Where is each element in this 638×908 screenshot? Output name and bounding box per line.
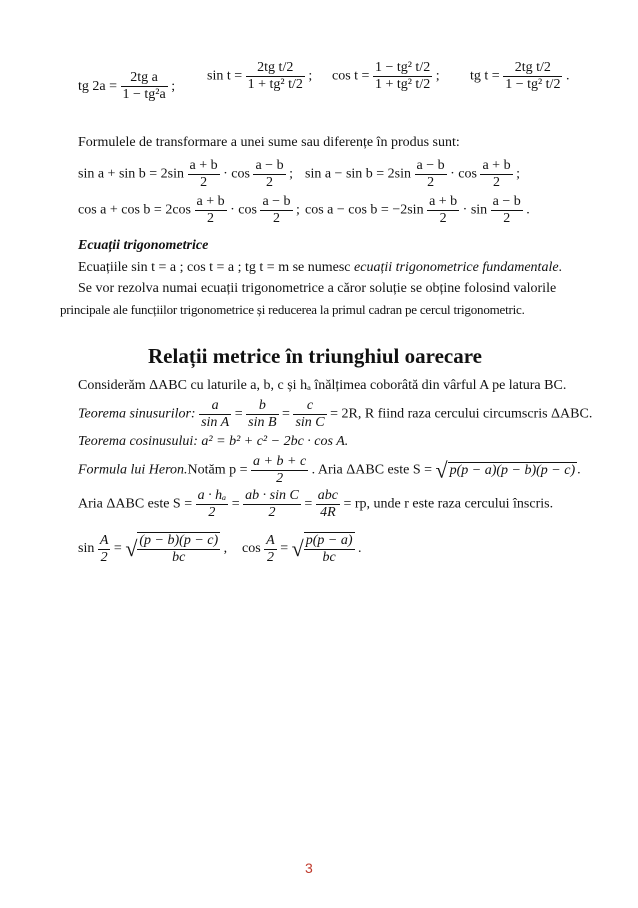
- half-angle-sin: sin $\frac{A}{2}$ = √ $\frac{(p - b)(p - c)}{bc}$ ,: [78, 532, 228, 566]
- formula-tgt: tg t = $\frac{\text{2tg t/2}}{\text{1 − tg² t/2}}$ .: [470, 60, 570, 93]
- area-formula: Aria ΔABC este S = $\frac{\text{a · hₐ}}{2}$ = $\frac{\text{ab · sin C}}{2}$ = $\frac{\text{abc}}{4R}$ = rp, unde r este raza cercului înscris.: [78, 488, 554, 521]
- sum-intro: Formulele de transformare a unei sume sau diferențe în produs sunt:: [78, 135, 460, 150]
- section-title: Relații metrice în triunghiul oarecare: [148, 344, 482, 368]
- half-angle-cos: cos $\frac{A}{2}$ = √ $\frac{p(p - a)}{bc}$ .: [242, 532, 362, 566]
- formula-sin-diff: sin a − sin b = 2sin $\frac{a - b}{2}$ · cos $\frac{a + b}{2}$ ;: [305, 158, 520, 191]
- formula-cos-diff: cos a − cos b = −2sin $\frac{a + b}{2}$ · sin $\frac{a - b}{2}$ .: [305, 194, 530, 227]
- theorem-cosines: Teorema cosinusului: a² = b² + c² − 2bc · cos A.: [78, 434, 349, 449]
- ecuatii-line1: Ecuațiile sin t = a ; cos t = a ; tg t = m se numesc ecuații trigonometrice fundamentale.: [78, 260, 563, 275]
- heron-formula: Formula lui Heron.Notăm p = $\frac{a + b + c}{2}$ . Aria ΔABC este S = √ p(p − a)(p − b)(p − c) .: [78, 454, 581, 487]
- page-number: 3: [305, 860, 313, 876]
- ecuatii-heading: Ecuații trigonometrice: [78, 238, 209, 253]
- formula-tg2a: tg 2a = $\frac{\text{2tg a}}{\text{1 − tg²a}}$ ;: [78, 70, 176, 103]
- formula-cos-sum: cos a + cos b = 2cos $\frac{a + b}{2}$ · cos $\frac{a - b}{2}$ ;: [78, 194, 300, 227]
- consider-line: Considerăm ΔABC cu laturile a, b, c și hₐ înălțimea coborâtă din vârful A pe latura BC.: [78, 378, 567, 393]
- formula-cost: cos t = $\frac{\text{1 − tg² t/2}}{\text{1 + tg² t/2}}$ ;: [332, 60, 440, 93]
- ecuatii-line3: principale ale funcțiilor trigonometrice și reducerea la primul cadran pe cercul trigonometric.: [60, 302, 525, 317]
- theorem-sines: Teorema sinusurilor: $\frac{a}{\text{sin A}}$ = $\frac{b}{\text{sin B}}$ = $\frac{c}{\text{sin C}}$ = 2R, R fiind raza cercului circumscris ΔABC.: [78, 398, 593, 431]
- ecuatii-line2: Se vor rezolva numai ecuații trigonometrice a căror soluție se obține folosind valorile: [78, 281, 557, 296]
- formula-sint: sin t = $\frac{\text{2tg t/2}}{\text{1 + tg² t/2}}$ ;: [207, 60, 313, 93]
- formula-sin-sum: sin a + sin b = 2sin $\frac{a + b}{2}$ · cos $\frac{a - b}{2}$ ;: [78, 158, 293, 191]
